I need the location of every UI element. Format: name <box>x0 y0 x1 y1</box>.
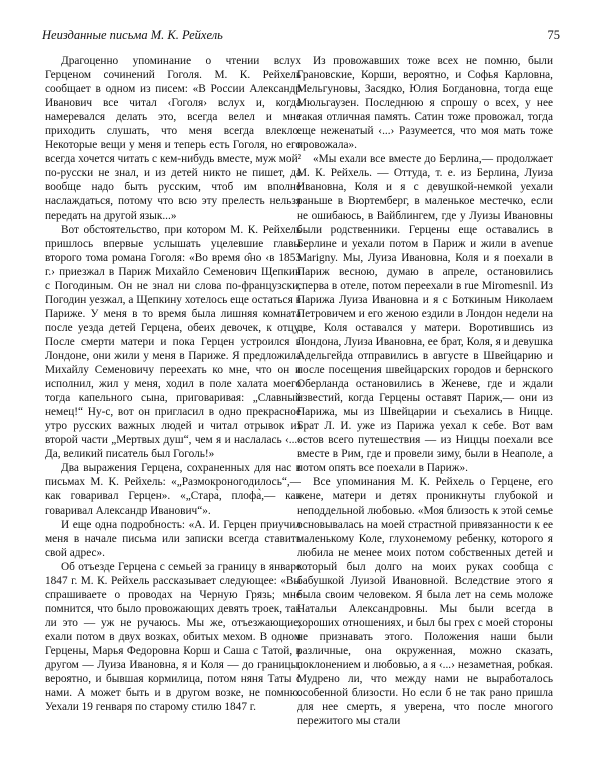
left-column <box>45 54 301 766</box>
paragraph: Два выражения Герцена, сохраненных для нас в письмах М. К. Рейхель: «„Размокроногодилось“,— как говаривал Герцен». «„Стара̀, плофа̀,— как говаривал Александр Иванович“». <box>45 462 301 517</box>
paragraph: «Мы ехали все вместе до Берлина,— продолжает М. К. Рейхель. — Оттуда, т. е. из Берлина, Луиза Ивановна, Коля и я с девушкой-немкой уехали раньше в Вюртемберг, в маленькое местечко, если не ошибаюсь, в Вайблингем, где у Луизы Ивановны были родственники. Герцены еще оставались в Берлине и уехали потом в Париж и жили в avenue Marigny. Мы, Луиза Ивановна, Коля и я поехали в Париж весною, думаю в апреле, остановились сперва в отеле, потом переехали в rue Miromesnil. Из Парижа Луиза Ивановна и я с Боткиным Николаем Петровичем и его женою ездили в Лондон недели на две, Коля оставался у матери. Воротившись из Лондона, Луиза Ивановна, ее брат, Коля, я и девушка Адельгейда отправились в августе в Швейцарию и после посещения швейцарских городов и бернского Оберланда остановились в Женеве, где и ждали известий, когда Герцены оставят Париж,— они из Парижа, мы из Швейцарии и съехались в Ницце. Брат Л. И. уже из Парижа уехал к себе. Вот вам остов всего путешествия — из Ниццы поехали все вместе в Рим, где и провели зиму, были в Неаполе, а потом опять все поехали в Париж». <box>297 153 553 475</box>
paragraph: И еще одна подробность: «А. И. Герцен приучил меня в начале письма или записки всегда ставить свой адрес». <box>45 518 301 559</box>
running-title: Неизданные письма М. К. Рейхель <box>42 28 223 42</box>
running-header <box>42 26 560 44</box>
paragraph: Об отъезде Герцена с семьей за границу в январе 1847 г. М. К. Рейхель рассказывает следующее: «Вы спрашиваете о проводах на Черную Грязь; мне помнится, что было провожающих девять троек, так ли это — уж не ручаюсь. Мы же, отъезжающие, ехали потом в двух возках, обитых мехом. В одном Герцены, Марья Федоровна Корш и Саша с Татой, в другом — Луиза Ивановна, я и Коля — до границы, вероятно, и бывшая кормилица, потом няня Таты с нами. А может быть и в другом возке, не помню. Уехали 19 генваря по старому стилю 1847 г. <box>45 560 301 714</box>
paragraph: Драгоценно упоминание о чтении вслух Герценом сочинений Гоголя. М. К. Рейхель сообщает в одном из писем: «В России Александр Иванович все читал ‹Гоголя› вслух и, когда намеревался делать это, всегда велел и мне приходить слушать, что меня всегда влекло. Некоторые вещи у меня и теперь есть Гоголя, но его всегда хочется читать с кем-нибудь вместе, муж мой² по-русски не знал, и из детей никто не пишет, да вообще надо быть русским, чтоб им вполне наслаждаться, потому что всю эту прелесть нельзя передать на другой язык...» <box>45 55 301 222</box>
paragraph: Вот обстоятельство, при котором М. К. Рейхель пришлось впервые услышать уцелевшие главы второго тома романа Гоголя: «Во время о̂но ‹в 1853 г.› приезжал в Париж Михайло Семенович Щепкин с Погодиным. Он не знал ни слова по-французски, Погодин уезжал, а Щепкину хотелось еще остаться в Париже. У меня в то время была лишняя комната после уезда детей Герцена, обеих девочек, к отцу. После смерти матери и пока Герцен устроился в Лондоне, они жили у меня в Париже. Я предложила Михайлу Семеновичу переехать ко мне, что он и исполнил, жил у меня, ходил в поле халата моего тогда капельного сына, приговаривая: „Славный немец!“ Ну-с, вот он пригласил в одно прекрасное утро русских важных людей и читал отрывок из второй части „Мертвых душ“, чем я и наслалась ‹...› Да, великий писатель был Гоголь!» <box>45 223 301 461</box>
right-column <box>297 54 553 766</box>
paragraph: Все упоминания М. К. Рейхель о Герцене, его жене, матери и детях проникнуты глубокой и неподдельной любовью. «Моя близость к этой семье основывалась на моей страстной привязанности к ее маленькому Коле, глухонемому ребенку, которого я любила не менее моих потом собственных детей и который был долго на моих руках сообща с бабушкой Луизой Ивановной. Вследствие этого я была своим человеком. Я была лет на семь моложе Натальи Александровны. Мы были всегда в хороших отношениях, и был бы грех с моей стороны не признавать этого. Положения наши были различные, она окруженная, можно сказать, поклонением и любовью, а я ‹...› незаметная, робкая. Мудрено ли, что между нами не выработалось особенной близости. Но если б не так рано пришла для нее смерть, я уверена, что после многого пережитого мы стали <box>297 476 553 728</box>
page-number: 75 <box>547 28 560 42</box>
paragraph: Из провожавших тоже всех не помню, были Грановские, Корши, вероятно, и Софья Карловна, Мельгуновы, Засядко, Юлия Богдановна, тогда еще Мюльгаузен. Последнюю я спрошу о всех, у нее такая отличная память. Сатин тоже провожал, тогда еще неженатый ‹...› Разумеется, что моя мать тоже провожала». <box>297 55 553 152</box>
